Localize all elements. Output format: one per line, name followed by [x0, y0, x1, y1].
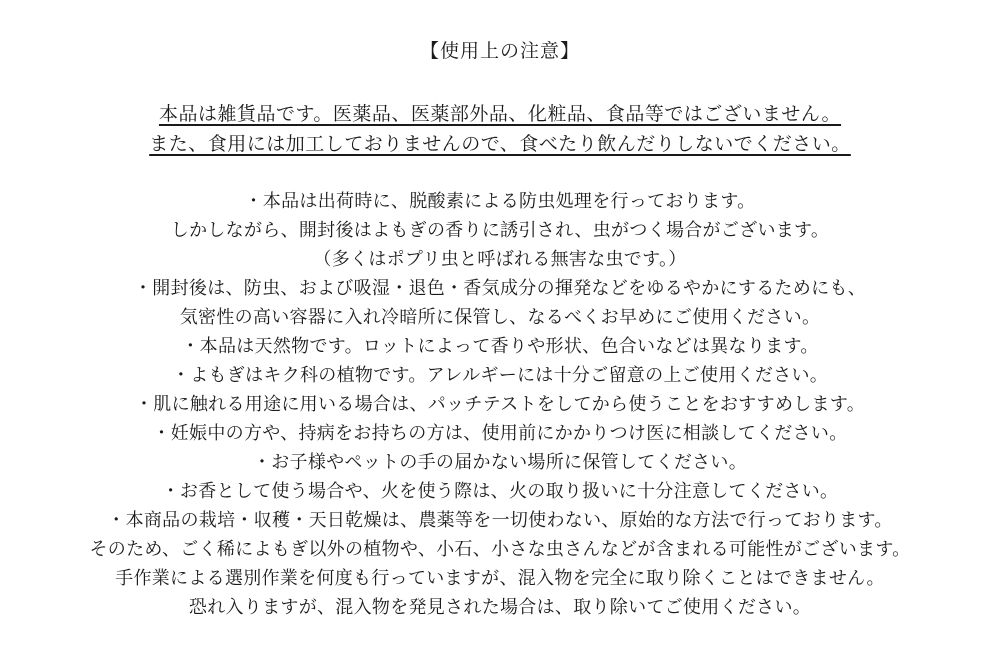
- note-line: ・妊娠中の方や、持病をお持ちの方は、使用前にかかりつけ医に相談してください。: [152, 423, 848, 444]
- note-line: 気密性の高い容器に入れ冷暗所に保管し、なるべくお早めにご使用ください。: [179, 307, 821, 328]
- note-line: ・本品は出荷時に、脱酸素による防虫処理を行っております。: [244, 191, 756, 212]
- note-line: （多くはポプリ虫と呼ばれる無害な虫です。）: [313, 249, 687, 270]
- notes-list: [0, 187, 1000, 622]
- warning-block: [0, 99, 1000, 159]
- note-line: しかしながら、開封後はよもぎの香りに誘引され、虫がつく場合がございます。: [170, 220, 830, 241]
- note-line: ・本商品の栽培・収穫・天日乾燥は、農薬等を一切使わない、原始的な方法で行っております。: [107, 510, 893, 531]
- note-line: ・よもぎはキク科の植物です。アレルギーには十分ご留意の上ご使用ください。: [171, 365, 829, 386]
- note-line: ・開封後は、防虫、および吸湿・退色・香気成分の揮発などをゆるやかにするためにも、: [134, 278, 866, 299]
- warning-line: [0, 99, 1000, 129]
- page-title: 【使用上の注意】: [419, 40, 580, 62]
- note-line: 恐れ入りますが、混入物を発見された場合は、取り除いてご使用ください。: [188, 597, 812, 618]
- note-line: ・お子様やペットの手の届かない場所に保管してください。: [252, 452, 748, 473]
- note-line: そのため、ごく稀によもぎ以外の植物や、小石、小さな虫さんなどが含まれる可能性がございます。: [89, 539, 911, 560]
- note-line: 手作業による選別作業を何度も行っていますが、混入物を完全に取り除くことはできません。: [115, 568, 885, 589]
- warning-text: また、食用には加工しておりませんので、食べたり飲んだりしないでください。: [149, 133, 851, 155]
- note-line: ・肌に触れる用途に用いる場合は、パッチテストをしてから使うことをおすすめします。: [134, 394, 865, 415]
- note-line: ・本品は天然物です。ロットによって香りや形状、色合いなどは異なります。: [181, 336, 819, 357]
- note-line: ・お香として使う場合や、火を使う際は、火の取り扱いに十分注意してください。: [161, 481, 839, 502]
- warning-text: 本品は雑貨品です。医薬品、医薬部外品、化粧品、食品等ではございません。: [158, 103, 842, 125]
- warning-line: [0, 129, 1000, 159]
